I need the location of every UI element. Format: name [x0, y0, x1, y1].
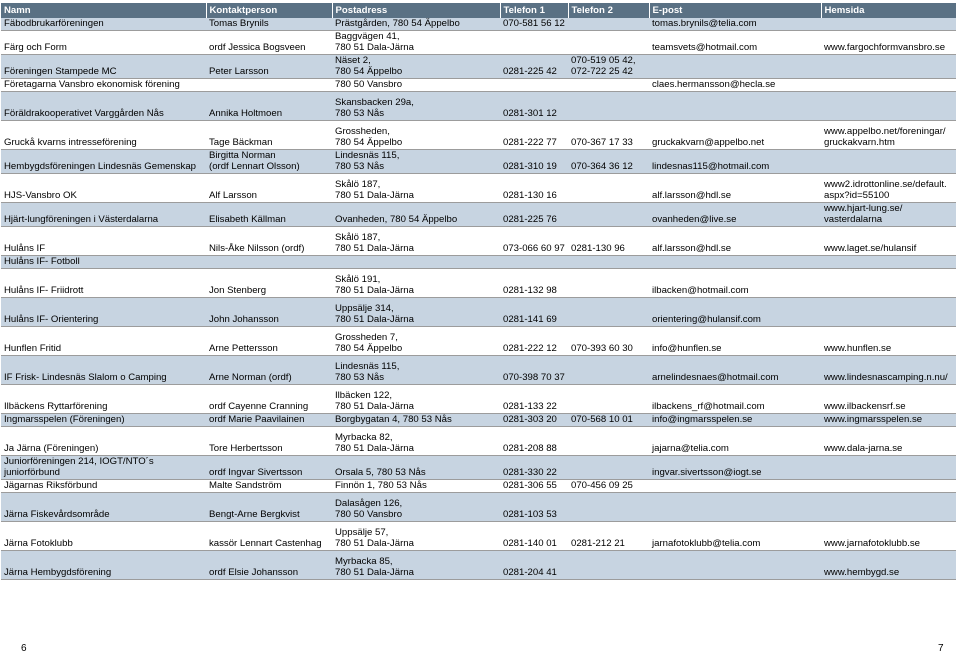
- header-name: Namn: [1, 3, 206, 18]
- phone1-cell: 0281-225 76: [500, 203, 568, 227]
- email-cell: [649, 92, 821, 121]
- phone2-cell: [568, 92, 649, 121]
- phone1-cell: 0281-130 16: [500, 174, 568, 203]
- address-cell: Myrbacka 82, 780 51 Dala-Järna: [332, 427, 500, 456]
- address-cell: Uppsälje 57, 780 51 Dala-Järna: [332, 522, 500, 551]
- table-row: [1, 92, 956, 121]
- table-row: [1, 150, 956, 174]
- address-cell: Myrbacka 85, 780 51 Dala-Järna: [332, 551, 500, 580]
- email-cell[interactable]: jarnafotoklubb@telia.com: [649, 522, 821, 551]
- phone2-cell: [568, 427, 649, 456]
- phone1-cell: 073-066 60 97: [500, 227, 568, 256]
- header-phone2: Telefon 2: [568, 3, 649, 18]
- header-email: E-post: [649, 3, 821, 18]
- phone2-cell: 070-519 05 42, 072-722 25 42: [568, 55, 649, 79]
- website-cell: [821, 480, 956, 493]
- name-cell: IF Frisk- Lindesnäs Slalom o Camping: [1, 356, 206, 385]
- phone2-cell: [568, 31, 649, 55]
- name-cell: Hjärt-lungföreningen i Västerdalarna: [1, 203, 206, 227]
- name-cell: Hembygdsföreningen Lindesnäs Gemenskap: [1, 150, 206, 174]
- website-cell: [821, 456, 956, 480]
- website-cell: [821, 55, 956, 79]
- name-cell: Föreningen Stampede MC: [1, 55, 206, 79]
- address-cell: Lindesnäs 115, 780 53 Nås: [332, 150, 500, 174]
- website-cell: [821, 256, 956, 269]
- table-row: [1, 356, 956, 385]
- website-cell: [821, 18, 956, 31]
- address-cell: Borgbygatan 4, 780 53 Nås: [332, 414, 500, 427]
- email-cell[interactable]: info@ingmarsspelen.se: [649, 414, 821, 427]
- email-cell[interactable]: tomas.brynils@telia.com: [649, 18, 821, 31]
- phone1-cell: 070-581 56 12: [500, 18, 568, 31]
- address-cell: Skålö 187, 780 51 Dala-Järna: [332, 227, 500, 256]
- contact-cell: Tomas Brynils: [206, 18, 332, 31]
- name-cell: Hulåns IF- Fotboll: [1, 256, 206, 269]
- email-cell: [649, 551, 821, 580]
- contact-cell: kassör Lennart Castenhag: [206, 522, 332, 551]
- phone2-cell: 0281-130 96: [568, 227, 649, 256]
- table-row: [1, 327, 956, 356]
- website-cell[interactable]: www.ingmarsspelen.se: [821, 414, 956, 427]
- name-cell: Fäbodbrukarföreningen: [1, 18, 206, 31]
- table-row: [1, 427, 956, 456]
- name-cell: Jägarnas Riksförbund: [1, 480, 206, 493]
- address-cell: 780 50 Vansbro: [332, 79, 500, 92]
- email-cell[interactable]: ovanheden@live.se: [649, 203, 821, 227]
- email-cell[interactable]: orientering@hulansif.com: [649, 298, 821, 327]
- phone1-cell: 0281-133 22: [500, 385, 568, 414]
- email-cell[interactable]: info@hunflen.se: [649, 327, 821, 356]
- phone2-cell: [568, 356, 649, 385]
- contact-cell: ordf Elsie Johansson: [206, 551, 332, 580]
- email-cell[interactable]: ingvar.sivertsson@iogt.se: [649, 456, 821, 480]
- phone1-cell: 0281-301 12: [500, 92, 568, 121]
- phone2-cell: 070-456 09 25: [568, 480, 649, 493]
- contact-cell: ordf Jessica Bogsveen: [206, 31, 332, 55]
- table-row: [1, 227, 956, 256]
- header-contact: Kontaktperson: [206, 3, 332, 18]
- name-cell: Hulåns IF- Orientering: [1, 298, 206, 327]
- name-cell: Hunflen Fritid: [1, 327, 206, 356]
- table-row: [1, 480, 956, 493]
- contact-cell: ordf Marie Paavilainen: [206, 414, 332, 427]
- contact-cell: Tage Bäckman: [206, 121, 332, 150]
- website-cell[interactable]: www2.idrottonline.se/default. aspx?id=55100: [821, 174, 956, 203]
- contact-cell: Jon Stenberg: [206, 269, 332, 298]
- name-cell: Hulåns IF- Friidrott: [1, 269, 206, 298]
- phone2-cell: [568, 203, 649, 227]
- name-cell: Företagarna Vansbro ekonomisk förening: [1, 79, 206, 92]
- website-cell[interactable]: www.hunflen.se: [821, 327, 956, 356]
- phone2-cell: [568, 79, 649, 92]
- contact-cell: Nils-Åke Nilsson (ordf): [206, 227, 332, 256]
- phone2-cell: [568, 493, 649, 522]
- phone1-cell: 0281-310 19: [500, 150, 568, 174]
- contact-cell: [206, 79, 332, 92]
- contact-cell: Arne Pettersson: [206, 327, 332, 356]
- name-cell: Ingmarsspelen (Föreningen): [1, 414, 206, 427]
- email-cell[interactable]: claes.hermansson@hecla.se: [649, 79, 821, 92]
- website-cell: [821, 269, 956, 298]
- email-cell[interactable]: jajarna@telia.com: [649, 427, 821, 456]
- phone2-cell: [568, 256, 649, 269]
- table-row: [1, 269, 956, 298]
- address-cell: Lindesnäs 115, 780 53 Nås: [332, 356, 500, 385]
- table-row: [1, 55, 956, 79]
- phone2-cell: [568, 18, 649, 31]
- website-cell: [821, 150, 956, 174]
- phone1-cell: 070-398 70 37: [500, 356, 568, 385]
- name-cell: Gruckå kvarns intresseförening: [1, 121, 206, 150]
- address-cell: Skansbacken 29a, 780 53 Nås: [332, 92, 500, 121]
- email-cell[interactable]: alf.larsson@hdl.se: [649, 174, 821, 203]
- table-body: [1, 18, 956, 580]
- contact-cell: [206, 256, 332, 269]
- contact-cell: Malte Sandström: [206, 480, 332, 493]
- name-cell: Ja Järna (Föreningen): [1, 427, 206, 456]
- email-cell: [649, 493, 821, 522]
- header-phone1: Telefon 1: [500, 3, 568, 18]
- phone2-cell: [568, 551, 649, 580]
- website-cell[interactable]: www.laget.se/hulansif: [821, 227, 956, 256]
- association-table: [1, 3, 957, 580]
- table-row: [1, 385, 956, 414]
- phone2-cell: 070-568 10 01: [568, 414, 649, 427]
- contact-cell: Birgitta Norman (ordf Lennart Olsson): [206, 150, 332, 174]
- website-cell[interactable]: www.hembygd.se: [821, 551, 956, 580]
- email-cell[interactable]: gruckakvarn@appelbo.net: [649, 121, 821, 150]
- phone1-cell: [500, 31, 568, 55]
- name-cell: Järna Fiskevårdsområde: [1, 493, 206, 522]
- website-cell[interactable]: www.dala-jarna.se: [821, 427, 956, 456]
- phone1-cell: 0281-225 42: [500, 55, 568, 79]
- name-cell: Färg och Form: [1, 31, 206, 55]
- address-cell: Skålö 191, 780 51 Dala-Järna: [332, 269, 500, 298]
- email-cell[interactable]: arnelindesnaes@hotmail.com: [649, 356, 821, 385]
- email-cell[interactable]: ilbacken@hotmail.com: [649, 269, 821, 298]
- email-cell[interactable]: teamsvets@hotmail.com: [649, 31, 821, 55]
- website-cell: [821, 79, 956, 92]
- name-cell: HJS-Vansbro OK: [1, 174, 206, 203]
- table-row: [1, 18, 956, 31]
- email-cell: [649, 256, 821, 269]
- phone1-cell: 0281-222 77: [500, 121, 568, 150]
- address-cell: Grossheden, 780 54 Äppelbo: [332, 121, 500, 150]
- phone1-cell: 0281-303 20: [500, 414, 568, 427]
- website-cell[interactable]: www.ilbackensrf.se: [821, 385, 956, 414]
- phone1-cell: 0281-132 98: [500, 269, 568, 298]
- name-cell: Järna Hembygdsförening: [1, 551, 206, 580]
- address-cell: Uppsälje 314, 780 51 Dala-Järna: [332, 298, 500, 327]
- address-cell: Ilbäcken 122, 780 51 Dala-Järna: [332, 385, 500, 414]
- table-row: [1, 493, 956, 522]
- table-row: [1, 31, 956, 55]
- address-cell: Skålö 187, 780 51 Dala-Järna: [332, 174, 500, 203]
- name-cell: Juniorföreningen 214, IOGT/NTO´s juniorförbund: [1, 456, 206, 480]
- table-row: [1, 298, 956, 327]
- address-cell: [332, 256, 500, 269]
- contact-cell: Arne Norman (ordf): [206, 356, 332, 385]
- phone2-cell: [568, 456, 649, 480]
- phone2-cell: [568, 269, 649, 298]
- phone1-cell: 0281-330 22: [500, 456, 568, 480]
- header-row: [1, 3, 956, 18]
- phone2-cell: [568, 298, 649, 327]
- contact-cell: Peter Larsson: [206, 55, 332, 79]
- name-cell: Ilbäckens Ryttarförening: [1, 385, 206, 414]
- website-cell[interactable]: www.appelbo.net/foreningar/ gruckakvarn.htm: [821, 121, 956, 150]
- phone1-cell: 0281-306 55: [500, 480, 568, 493]
- address-cell: Grossheden 7, 780 54 Äppelbo: [332, 327, 500, 356]
- address-cell: Dalasågen 126, 780 50 Vansbro: [332, 493, 500, 522]
- name-cell: Järna Fotoklubb: [1, 522, 206, 551]
- phone1-cell: 0281-204 41: [500, 551, 568, 580]
- table-row: [1, 174, 956, 203]
- table-row: [1, 551, 956, 580]
- email-cell: [649, 480, 821, 493]
- website-cell: [821, 298, 956, 327]
- table-row: [1, 121, 956, 150]
- phone1-cell: 0281-103 53: [500, 493, 568, 522]
- phone2-cell: 070-364 36 12: [568, 150, 649, 174]
- email-cell: [649, 55, 821, 79]
- phone2-cell: 070-393 60 30: [568, 327, 649, 356]
- contact-cell: ordf Cayenne Cranning: [206, 385, 332, 414]
- address-cell: Ovanheden, 780 54 Äppelbo: [332, 203, 500, 227]
- website-cell: [821, 493, 956, 522]
- phone2-cell: 070-367 17 33: [568, 121, 649, 150]
- phone1-cell: 0281-141 69: [500, 298, 568, 327]
- website-cell[interactable]: www.fargochformvansbro.se: [821, 31, 956, 55]
- header-address: Postadress: [332, 3, 500, 18]
- table-row: [1, 256, 956, 269]
- phone1-cell: 0281-140 01: [500, 522, 568, 551]
- phone1-cell: [500, 256, 568, 269]
- contact-cell: Tore Herbertsson: [206, 427, 332, 456]
- contact-cell: Alf Larsson: [206, 174, 332, 203]
- email-cell[interactable]: alf.larsson@hdl.se: [649, 227, 821, 256]
- header-website: Hemsida: [821, 3, 956, 18]
- address-cell: Näset 2, 780 54 Äppelbo: [332, 55, 500, 79]
- address-cell: Finnön 1, 780 53 Nås: [332, 480, 500, 493]
- address-cell: Orsala 5, 780 53 Nås: [332, 456, 500, 480]
- contact-cell: ordf Ingvar Sivertsson: [206, 456, 332, 480]
- phone1-cell: [500, 79, 568, 92]
- table-row: [1, 522, 956, 551]
- contact-cell: Bengt-Arne Bergkvist: [206, 493, 332, 522]
- contact-sheet: [1, 3, 956, 580]
- name-cell: Hulåns IF: [1, 227, 206, 256]
- website-cell: [821, 92, 956, 121]
- table-row: [1, 79, 956, 92]
- table-row: [1, 456, 956, 480]
- address-cell: Baggvägen 41, 780 51 Dala-Järna: [332, 31, 500, 55]
- phone1-cell: 0281-222 12: [500, 327, 568, 356]
- page-number-right: 7: [938, 643, 944, 654]
- contact-cell: John Johansson: [206, 298, 332, 327]
- phone2-cell: 0281-212 21: [568, 522, 649, 551]
- contact-cell: Annika Holtmoen: [206, 92, 332, 121]
- address-cell: Prästgården, 780 54 Äppelbo: [332, 18, 500, 31]
- website-cell[interactable]: www.lindesnascamping.n.nu/: [821, 356, 956, 385]
- phone1-cell: 0281-208 88: [500, 427, 568, 456]
- page-number-left: 6: [21, 643, 27, 654]
- phone2-cell: [568, 385, 649, 414]
- contact-cell: Elisabeth Källman: [206, 203, 332, 227]
- table-row: [1, 414, 956, 427]
- table-row: [1, 203, 956, 227]
- website-cell[interactable]: www.jarnafotoklubb.se: [821, 522, 956, 551]
- email-cell[interactable]: ilbackens_rf@hotmail.com: [649, 385, 821, 414]
- phone2-cell: [568, 174, 649, 203]
- name-cell: Föräldrakooperativet Varggården Nås: [1, 92, 206, 121]
- website-cell[interactable]: www.hjart-lung.se/ vasterdalarna: [821, 203, 956, 227]
- email-cell[interactable]: lindesnas115@hotmail.com: [649, 150, 821, 174]
